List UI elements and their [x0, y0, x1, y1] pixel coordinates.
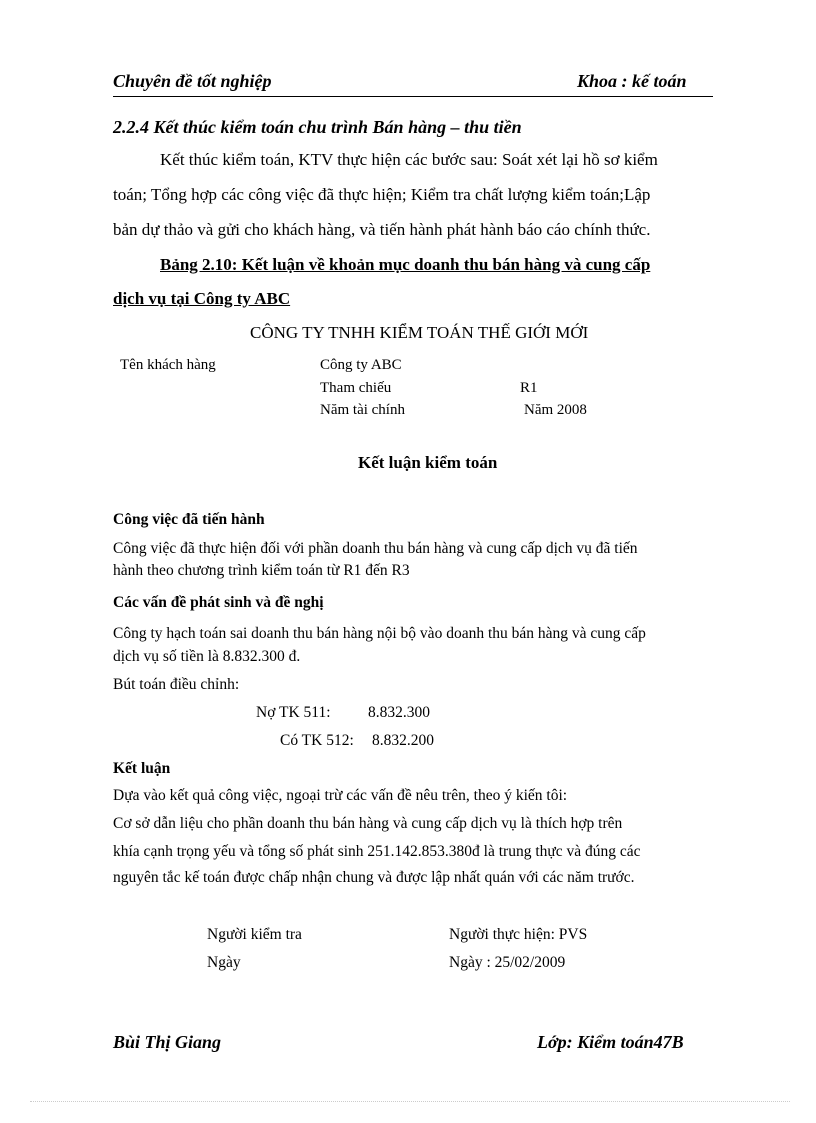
- client-label: Tên khách hàng: [120, 357, 216, 373]
- paragraph-line-2: toán; Tổng hợp các công việc đã thực hiện; Kiểm tra chất lượng kiểm toán;Lập: [113, 185, 651, 204]
- section-heading: 2.2.4 Kết thúc kiểm toán chu trình Bán hàng – thu tiền: [113, 117, 522, 137]
- paragraph-line-3: bản dự thảo và gửi cho khách hàng, và tiến hành phát hành báo cáo chính thức.: [113, 220, 651, 239]
- preparer-label: Người thực hiện: PVS: [449, 926, 588, 943]
- footer-left: Bùi Thị Giang: [113, 1032, 222, 1052]
- year-value: Năm 2008: [524, 402, 587, 418]
- debit-label: Nợ TK 511:: [256, 704, 331, 721]
- preparer-date: Ngày : 25/02/2009: [449, 954, 566, 971]
- issues-heading: Các vấn đề phát sinh và đề nghị: [113, 594, 324, 611]
- issues-line-1: Công ty hạch toán sai doanh thu bán hàng nội bộ vào doanh thu bán hàng và cung cấp: [113, 625, 646, 642]
- form-title: Kết luận kiểm toán: [358, 453, 498, 472]
- adjust-label: Bút toán điều chỉnh:: [113, 676, 240, 693]
- table-caption-line-1: Bảng 2.10: Kết luận về khoản mục doanh thu bán hàng và cung cấp: [160, 255, 651, 274]
- work-line-1: Công việc đã thực hiện đối với phần doanh thu bán hàng và cung cấp dịch vụ đã tiến: [113, 540, 638, 557]
- conclusion-heading: Kết luận: [113, 760, 171, 777]
- table-caption-line-2: dịch vụ tại Công ty ABC: [113, 289, 291, 308]
- conclusion-line-1: Dựa vào kết quả công việc, ngoại trừ các vấn đề nêu trên, theo ý kiến tôi:: [113, 787, 568, 804]
- work-heading: Công việc đã tiến hành: [113, 511, 265, 528]
- page-edge-divider: [30, 1101, 790, 1102]
- reviewer-label: Người kiểm tra: [207, 926, 302, 943]
- reviewer-date-label: Ngày: [207, 954, 241, 971]
- ref-value: R1: [520, 380, 538, 396]
- debit-value: 8.832.300: [368, 704, 430, 721]
- year-label: Năm tài chính: [320, 402, 405, 418]
- credit-label: Có TK 512:: [280, 732, 354, 749]
- conclusion-line-2: Cơ sở dẫn liệu cho phần doanh thu bán hàng và cung cấp dịch vụ là thích hợp trên: [113, 815, 623, 832]
- company-name: CÔNG TY TNHH KIỂM TOÁN THẾ GIỚI MỚI: [250, 323, 589, 342]
- conclusion-line-3: khía cạnh trọng yếu và tổng số phát sinh 251.142.853.380đ là trung thực và đúng các: [113, 843, 641, 860]
- work-line-2: hành theo chương trình kiểm toán từ R1 đến R3: [113, 562, 410, 579]
- header-right: Khoa : kế toán: [577, 71, 687, 91]
- issues-line-2: dịch vụ số tiền là 8.832.300 đ.: [113, 648, 301, 665]
- footer-right: Lớp: Kiểm toán47B: [537, 1032, 684, 1052]
- header-rule: [113, 96, 713, 97]
- paragraph-line-1: Kết thúc kiểm toán, KTV thực hiện các bước sau: Soát xét lại hồ sơ kiểm: [160, 150, 658, 169]
- credit-value: 8.832.200: [372, 732, 434, 749]
- header-left: Chuyên đề tốt nghiệp: [113, 71, 272, 91]
- client-value: Công ty ABC: [320, 357, 402, 373]
- ref-label: Tham chiếu: [320, 380, 392, 396]
- conclusion-line-4: nguyên tắc kế toán được chấp nhận chung và được lập nhất quán với các năm trước.: [113, 869, 635, 886]
